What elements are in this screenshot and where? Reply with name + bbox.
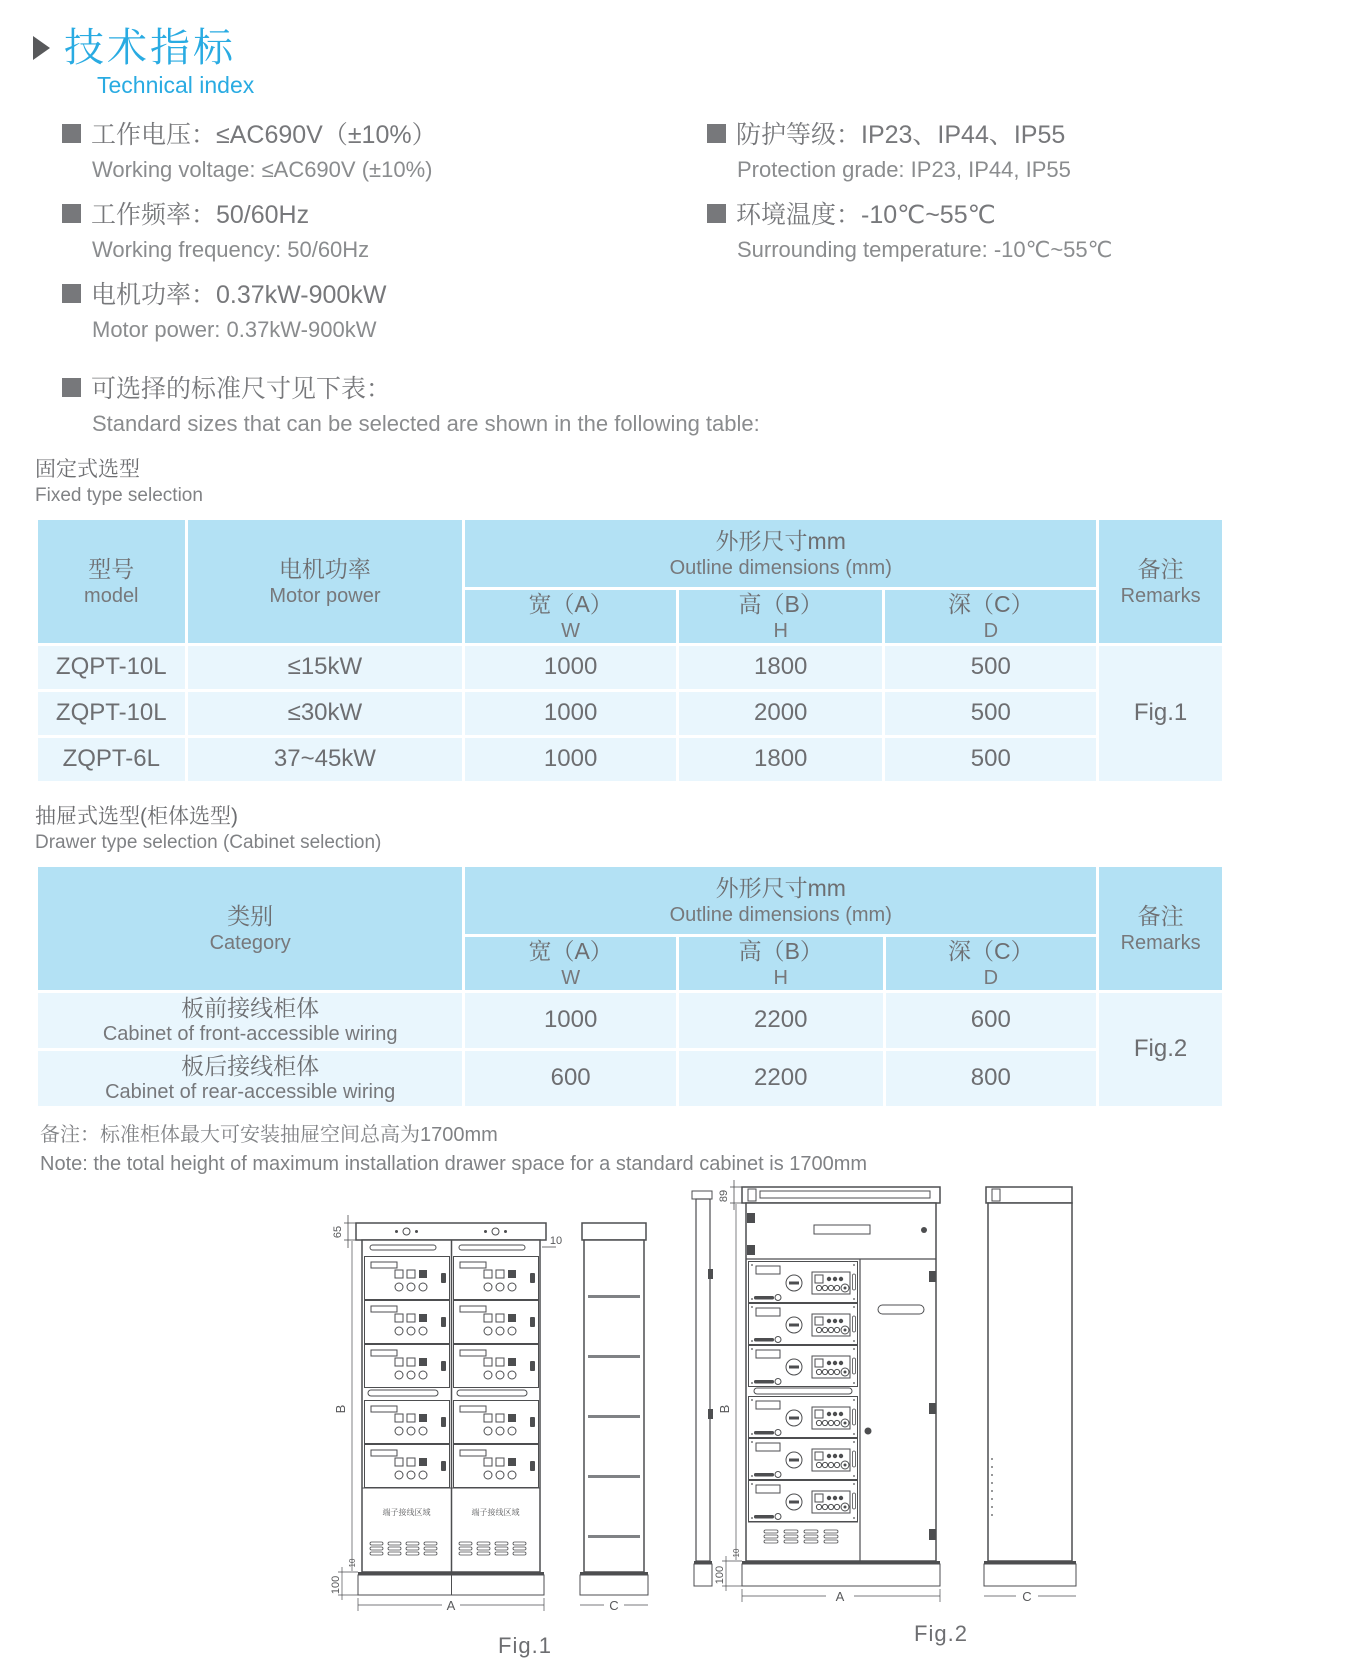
cell-height: 2000	[677, 690, 884, 736]
header-power-en: Motor power	[269, 584, 381, 607]
spec-cn-text: 环境温度：-10℃~55℃	[736, 201, 996, 229]
fig2-wrapper	[686, 1159, 1086, 1660]
page-title: 技术指标	[64, 26, 236, 70]
table-row	[37, 991, 1224, 1049]
cell-category	[37, 1049, 464, 1107]
spec-en-text: Motor power: 0.37kW-900kW	[92, 317, 377, 342]
fig1-side-view	[580, 1223, 648, 1613]
cell-height: 1800	[677, 736, 884, 782]
cell-width: 600	[464, 1049, 678, 1107]
header-model-en: model	[84, 584, 139, 607]
fig1-dim-b: B	[333, 1404, 348, 1413]
cell-height: 1800	[677, 644, 884, 690]
spec-column-right	[707, 115, 1357, 355]
header-remarks-en: Remarks	[1120, 584, 1201, 607]
fig2-dim-b: B	[717, 1404, 732, 1413]
cell-depth: 500	[884, 736, 1098, 782]
cell-category-en: Cabinet of front-accessible wiring	[102, 1023, 398, 1046]
bullet-square-icon	[62, 124, 81, 143]
spec-en-text: Standard sizes that can be selected are shown in the following table:	[92, 411, 760, 436]
header-power-cn: 电机功率	[278, 556, 371, 582]
bullet-square-icon	[707, 124, 726, 143]
col-header-remarks	[1098, 865, 1224, 991]
cell-power: 37~45kW	[186, 736, 464, 782]
col-header-width	[464, 935, 678, 991]
fig1-dim-a: A	[446, 1597, 456, 1613]
cell-model: ZQPT-10L	[37, 690, 187, 736]
spec-cn-text: 电机功率：0.37kW-900kW	[91, 281, 387, 309]
header-remarks-cn: 备注	[1137, 556, 1184, 582]
col-header-outline-dimensions	[464, 865, 1098, 935]
col-header-height	[677, 589, 884, 645]
cell-power: ≤15kW	[186, 644, 464, 690]
cell-height: 2200	[677, 1049, 884, 1107]
fig2-dim-89: 89	[718, 1189, 730, 1202]
header-model-cn: 型号	[88, 556, 135, 582]
bullet-square-icon	[62, 284, 81, 303]
table-row	[37, 1049, 1224, 1107]
spec-en-text: Working frequency: 50/60Hz	[92, 237, 370, 262]
spec-working-frequency	[62, 195, 707, 263]
header-dims-cn: 外形尺寸mm	[715, 528, 846, 555]
header-d-en: D	[983, 966, 999, 989]
spec-protection-grade	[707, 115, 1357, 183]
cell-width: 1000	[464, 736, 678, 782]
drawer-type-table	[35, 864, 1225, 1109]
cell-depth: 500	[884, 644, 1098, 690]
fig1-dim-c: C	[609, 1597, 619, 1613]
col-header-motor-power	[186, 519, 464, 645]
cell-width: 1000	[464, 644, 678, 690]
spec-cn-text: 防护等级：IP23、IP44、IP55	[736, 121, 1066, 149]
cell-category-cn: 板前接线柜体	[181, 994, 320, 1021]
header-cat-cn: 类别	[227, 902, 274, 929]
cell-depth: 600	[884, 991, 1098, 1049]
spec-column-left	[62, 115, 707, 355]
table1-label	[35, 453, 1357, 507]
col-header-outline-dimensions	[464, 519, 1098, 589]
cell-category	[37, 991, 464, 1049]
fig2-front-view	[742, 1187, 940, 1586]
spec-en-text: Protection grade: IP23, IP44, IP55	[737, 157, 1071, 182]
header-dims-en: Outline dimensions (mm)	[669, 903, 892, 926]
cell-category-cn: 板后接线柜体	[181, 1052, 320, 1079]
cell-model: ZQPT-10L	[37, 644, 187, 690]
cell-model: ZQPT-6L	[37, 736, 187, 782]
header-d-en: D	[983, 619, 999, 642]
header-w-en: W	[561, 619, 581, 642]
header-w-cn: 宽（A）	[528, 591, 613, 617]
cell-remark: Fig.2	[1098, 991, 1224, 1107]
header-h-en: H	[773, 966, 788, 989]
bullet-square-icon	[62, 378, 81, 397]
section-arrow-icon	[33, 36, 50, 60]
header-w-en: W	[561, 966, 581, 989]
spec-list	[62, 115, 1357, 355]
header-cat-en: Category	[209, 931, 291, 954]
fig1-caption: Fig.1	[498, 1632, 552, 1658]
table2-label	[35, 800, 1357, 854]
header-d-cn: 深（C）	[948, 591, 1034, 617]
cell-width: 1000	[464, 991, 678, 1049]
fig2-side-view	[984, 1187, 1076, 1604]
header-dims-cn: 外形尺寸mm	[715, 874, 846, 901]
cell-power: ≤30kW	[186, 690, 464, 736]
bullet-square-icon	[707, 204, 726, 223]
header-h-cn: 高（B）	[738, 591, 823, 617]
header-d-cn: 深（C）	[948, 937, 1034, 964]
table1-label-en: Fixed type selection	[35, 485, 203, 506]
col-header-category	[37, 865, 464, 991]
table-row	[37, 736, 1224, 782]
fig2-dim-10: 10	[732, 1548, 741, 1557]
table1-label-cn: 固定式选型	[35, 458, 140, 481]
spec-en-text: Surrounding temperature: -10℃~55℃	[737, 237, 1113, 262]
cell-category-en: Cabinet of rear-accessible wiring	[105, 1081, 396, 1104]
col-header-remarks	[1098, 519, 1224, 645]
cabinet-note-en: Note: the total height of maximum installation drawer space for a standard cabinet is 1700mm	[40, 1152, 868, 1175]
fig1-terminal-area-label: 端子接线区域	[382, 1507, 431, 1517]
spec-surrounding-temperature	[707, 195, 1357, 263]
fig2-caption: Fig.2	[914, 1620, 968, 1646]
figures	[330, 1189, 1357, 1660]
col-header-depth	[884, 589, 1098, 645]
fig1-terminal-area-label: 端子接线区域	[471, 1507, 520, 1517]
col-header-depth	[884, 935, 1098, 991]
fig1-fixed-cabinet-drawing	[330, 1195, 680, 1660]
col-header-width	[464, 589, 678, 645]
table-row	[37, 690, 1224, 736]
spec-en-text: Working voltage: ≤AC690V (±10%)	[92, 157, 433, 182]
header-w-cn: 宽（A）	[528, 937, 613, 964]
fig1-front-view	[356, 1223, 546, 1595]
table-row	[37, 644, 1224, 690]
spec-cn-text: 工作电压：≤AC690V（±10%）	[91, 121, 437, 149]
header-h-en: H	[773, 619, 788, 642]
table2-label-en: Drawer type selection (Cabinet selection)	[35, 831, 382, 853]
standard-sizes-note	[62, 369, 1357, 437]
header-h-cn: 高（B）	[738, 937, 823, 964]
page-subtitle: Technical index	[97, 72, 255, 98]
col-header-height	[677, 935, 884, 991]
cell-height: 2200	[677, 991, 884, 1049]
header-dims-en: Outline dimensions (mm)	[669, 556, 892, 579]
fig2-dim-a: A	[835, 1588, 845, 1604]
col-header-model	[37, 519, 187, 645]
page-header	[33, 26, 1357, 99]
fig1-dim-10-bottom: 10	[348, 1558, 357, 1567]
spec-working-voltage	[62, 115, 707, 183]
fixed-type-table	[35, 517, 1225, 784]
spec-cn-text: 工作频率：50/60Hz	[91, 201, 310, 229]
fig2-left-profile-view	[692, 1191, 713, 1586]
header-remarks-en: Remarks	[1120, 931, 1201, 954]
header-remarks-cn: 备注	[1137, 902, 1184, 929]
cell-width: 1000	[464, 690, 678, 736]
spec-motor-power	[62, 275, 707, 343]
fig2-dim-100: 100	[714, 1565, 726, 1584]
cabinet-note-cn: 备注：标准柜体最大可安装抽屉空间总高为1700mm	[40, 1123, 498, 1146]
spec-cn-text: 可选择的标准尺寸见下表：	[91, 375, 392, 403]
fig2-dim-c: C	[1022, 1588, 1032, 1604]
fig2-drawer-cabinet-drawing	[686, 1159, 1086, 1659]
fig1-dim-10-top: 10	[549, 1234, 563, 1247]
fig1-dim-100: 100	[330, 1575, 342, 1594]
cell-depth: 800	[884, 1049, 1098, 1107]
cell-depth: 500	[884, 690, 1098, 736]
cell-remark: Fig.1	[1098, 644, 1224, 782]
table2-label-cn: 抽屉式选型(柜体选型)	[35, 804, 238, 828]
bullet-square-icon	[62, 204, 81, 223]
fig1-dim-65: 65	[332, 1225, 344, 1238]
